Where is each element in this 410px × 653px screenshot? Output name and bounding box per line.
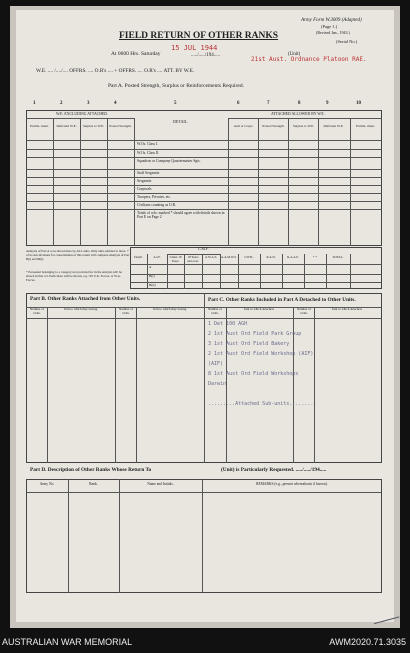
column-number: 8 (298, 101, 301, 106)
personnel-note: * Personnel belonging to a category not provided for in the analysis will be shown in this col. Particulars will be shown, e.g.: IN U.K. Forces, or W.A. Forces. (26, 270, 122, 282)
grid-line (258, 118, 259, 246)
grid-line (204, 307, 205, 463)
part-a-row-label: Sergeants (137, 179, 152, 183)
page-number: (Page 1.) (321, 24, 338, 29)
grid-line (350, 118, 351, 246)
analysis-column-header: Under 18 Years. (169, 255, 182, 263)
grid-line (228, 118, 382, 119)
analysis-column-header: * * (313, 255, 317, 259)
grid-line (350, 254, 351, 289)
date-stamp: 15 JUL 1944 (171, 44, 218, 52)
grid-line (130, 274, 382, 275)
part-d-column-header: Army No. (39, 482, 55, 486)
part-a-row-label: Troopers, Privates, etc. (137, 195, 171, 199)
grid-line (228, 118, 229, 246)
grid-line (288, 118, 289, 246)
grid-line (47, 307, 48, 463)
part-a-row-label: Totals of cols. marked * should agree with details shown in Part E on Page 2 (137, 211, 225, 220)
grid-line (26, 149, 382, 150)
revision-note: (Revised Jan., 1943.) (316, 30, 350, 35)
part-b-column-header: Unit to which they belong. (63, 307, 99, 311)
column-number: 2 (60, 101, 63, 106)
part-a-row-label: Corporals (137, 187, 152, 191)
column-number: 10 (356, 101, 361, 106)
grid-line (26, 201, 382, 202)
column-number: 6 (237, 101, 240, 106)
unit-label: (Unit) (288, 52, 301, 57)
part-c-entry: .........Attached Sub-units......... (208, 401, 317, 407)
grid-line (115, 307, 116, 463)
grid-line (26, 193, 382, 194)
grid-line (136, 307, 137, 463)
part-d-column-header: Name and Initials. (147, 482, 174, 486)
part-c-entry: (AIF) (208, 361, 224, 367)
grid-line (134, 118, 135, 246)
part-d-column-header: Rank. (89, 482, 98, 486)
grid-line (130, 282, 382, 283)
column-number: 7 (267, 101, 270, 106)
part-c-entry: 2 1st Aust Ord Field Workshop (AIF) (208, 351, 314, 357)
form-sheet (16, 10, 394, 622)
form-title: FIELD RETURN OF OTHER RANKS (119, 31, 279, 41)
part-c-title: Part C. Other Ranks Included in Part A Detached to Other Units. (208, 297, 356, 303)
part-a-title: Part A. Posted Strength, Surplus or Reinforcements Required. (108, 83, 244, 89)
part-a-left-header: Deficient W.E. (56, 124, 77, 128)
grid-line (26, 169, 382, 170)
archive-credit: AUSTRALIAN WAR MEMORIAL (2, 637, 133, 647)
part-c-entry: 1 Det 100 AGH (208, 321, 248, 327)
analysis-column-header: Detail. (134, 255, 143, 259)
grid-line (318, 118, 319, 246)
part-c-entry: 8 1st Aust Ord Field Workshops (208, 371, 299, 377)
serial-number: (Serial No.) (336, 39, 358, 44)
analysis-column-header: TOTAL. (332, 255, 344, 259)
grid-line (107, 118, 108, 246)
analysis-column-header: R.A.N. (266, 255, 276, 259)
part-c-column-header: Number of O.Rs. (208, 307, 222, 315)
grid-line (130, 264, 382, 265)
grid-line (26, 185, 382, 186)
part-a-row-label: Civilians counting as O.R. (137, 203, 177, 207)
part-a-right-header: Deficient W.E. (323, 124, 344, 128)
grid-line (68, 479, 69, 593)
grid-line (314, 307, 315, 463)
detail-header: DETAIL. (173, 119, 189, 124)
grid-line (80, 118, 81, 246)
grid-line (26, 157, 382, 158)
date-blank: ...../...../194..... (191, 53, 221, 58)
part-d-title: Part D. Description of Other Ranks Whose Return To (30, 467, 152, 473)
part-d-column-header: REMARKS (e.g., present whereabouts if known). (256, 482, 328, 486)
analysis-column-header: CIVIL. (244, 255, 254, 259)
part-c-column-header: Unit to which detached. (243, 307, 275, 311)
cmf-header: C.M.F. (198, 247, 209, 251)
column-number: 5 (174, 101, 177, 106)
grid-line (26, 140, 382, 141)
part-d-table (26, 479, 382, 593)
part-a-row-label: W.Os. Class I. (137, 142, 159, 146)
grid-line (26, 118, 134, 119)
analysis-column-header: 18 Years and over. (187, 255, 199, 263)
at-hours: At 0600 Hrs. Saturday (111, 51, 161, 57)
column-number: 9 (326, 101, 329, 106)
part-a-left-header: Surplus to W.E. (82, 124, 105, 128)
we-line: W.E. .... /..../.... OFFRS. .... O.R's .... + OFFRS. .... O.R's .... ATT. BY W.E. (36, 68, 195, 74)
analysis-column-header: R.A.A.F. (287, 255, 299, 259)
part-a-row-label: Staff Sergeants (137, 171, 160, 175)
part-c-column-header: Number of O.Rs. (297, 307, 311, 315)
column-number: 4 (114, 101, 117, 106)
grid-line (26, 177, 382, 178)
analysis-column-header: A.W.A.S. (204, 255, 218, 259)
part-c-column-header: Unit to which detached. (331, 307, 363, 311)
grid-line (26, 209, 382, 210)
part-a-row-label: W.Os. Class II. (137, 151, 160, 155)
attached-allowed-header: ATTACHED ALLOWED BY W.E. (271, 112, 325, 116)
part-a-right-header: Arm or Corps. (233, 124, 254, 128)
part-a-right-header: Entitle- ment. (356, 124, 375, 128)
part-a-left-header: Entitle- ment. (30, 124, 49, 128)
analysis-row-label: B(i) (149, 274, 155, 278)
part-c-entry: 3 1st Aust Ord Field Bakery (208, 341, 290, 347)
part-b-column-header: Number of O.Rs. (30, 307, 44, 315)
grid-line (26, 492, 382, 493)
part-d-title-tail: (Unit) is Particularly Requested. ...../...../194..... (221, 467, 327, 473)
analysis-column-header: A.I.F. (153, 255, 161, 259)
analysis-note: Analysis of Part A to be shown here by ALL units. Only units entitled to more. 7 of its sub-divisions for consolidation of this return will complete Analysis of Part B(i) and B(ii). (26, 249, 130, 261)
we-excluding-attached-header: W.E. EXCLUDING ATTACHED. (56, 112, 108, 116)
part-a-row-label: Squadron or Company Quartermaster Sgts. (137, 159, 201, 163)
analysis-column-header: A.A.M.W.S. (221, 255, 237, 259)
part-c-entry: Darwin (208, 381, 227, 387)
part-a-right-header: Posted Strength. (262, 124, 285, 128)
archive-reference: AWM2020.71.3035 (329, 637, 406, 647)
grid-line (119, 479, 120, 593)
army-form-label: Army Form W.3009 (Adapted) (301, 18, 362, 23)
column-number: 3 (87, 101, 90, 106)
analysis-row-label: B(ii) (149, 283, 156, 287)
analysis-row-label: A (149, 265, 152, 269)
part-c-entry: 2 1st Aust Ord Field Park Group (208, 331, 302, 337)
grid-line (202, 479, 203, 593)
column-number: 1 (33, 101, 36, 106)
part-b-column-header: Number of O.Rs. (119, 307, 133, 315)
part-b-title: Part B. Other Ranks Attached from Other Units. (30, 296, 141, 302)
part-b-column-header: Unit to which they belong. (152, 307, 188, 311)
part-a-left-header: Posted Strength. (109, 124, 132, 128)
part-a-right-header: Surplus to W.E. (292, 124, 315, 128)
grid-line (53, 118, 54, 246)
unit-name: 21st Aust. Ordnance Platoon RAE. (251, 56, 367, 63)
